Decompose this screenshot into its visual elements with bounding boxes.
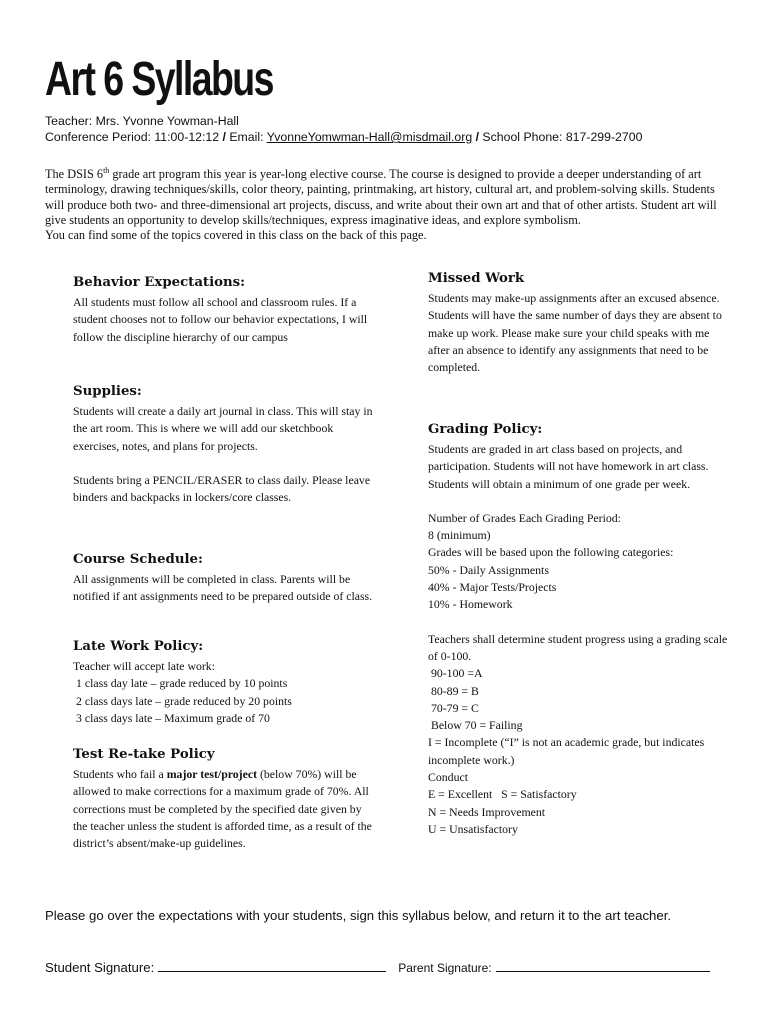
section-text: All assignments will be completed in class. Parents will be notified if ant assignments need to be prepared outside of class. xyxy=(73,572,373,604)
late-work-section xyxy=(73,638,373,727)
section-text: All students must follow all school and classroom rules. If a student chooses not to follow our behavior expectations, I will follow the discipline hierarchy of our campus xyxy=(73,295,368,344)
section-text: Students who fail a major test/project (below 70%) will be allowed to make corrections for a maximum grade of 70%. All corrections must be completed by the specified date given by the teacher unless the student is afforded time, as a result of the district’s absent/make-up guidelines. xyxy=(73,767,372,851)
section-text: Teacher will accept late work: xyxy=(73,659,215,673)
behavior-section xyxy=(73,274,373,346)
scale-item: 70-79 = C xyxy=(428,700,479,715)
separator: / xyxy=(472,130,483,144)
conference-period: Conference Period: 11:00-12:12 xyxy=(45,130,220,144)
email-link[interactable]: YvonneYomwman-Hall@misdmail.org xyxy=(266,130,473,144)
page-title: Art 6 Syllabus xyxy=(45,53,273,106)
section-text: Students bring a PENCIL/ERASER to class daily. Please leave binders and backpacks in lockers/core classes. xyxy=(73,472,371,505)
parent-signature-label: Parent Signature: xyxy=(398,961,492,975)
schedule-section xyxy=(73,551,373,606)
student-signature-label: Student Signature: xyxy=(45,960,155,975)
retake-section xyxy=(73,746,373,852)
conduct-label: Conduct xyxy=(428,770,468,785)
student-signature-line[interactable] xyxy=(158,959,386,972)
email-label: Email: xyxy=(229,130,267,144)
list-item: 3 class days late – Maximum grade of 70 xyxy=(76,710,270,725)
teacher-line: Teacher: Mrs. Yvonne Yowman-Hall xyxy=(45,114,239,128)
list-item: 2 class days late – grade reduced by 20 points xyxy=(76,693,292,708)
grading-section xyxy=(428,421,728,838)
grade-count-value: 8 (minimum) xyxy=(428,528,491,543)
intro-paragraph: The DSIS 6th grade art program this year is year-long elective course. The course is designed to provide a deeper understanding of art terminology, drawing techniques/skills, color theory, painting, printmaking, art history, cultural art, and problem-solving skills. Students will produce both two- and three-dimensional art projects, discuss, and write about their own art and that of other artists. Student art will give students an opportunity to develop skills/techniques, express imaginative ideas, and explore symbolism. You can find some of the topics covered in this class on the back of this page. xyxy=(45,166,717,242)
scale-item: 90-100 =A xyxy=(428,666,483,681)
grade-count-label: Number of Grades Each Grading Period: xyxy=(428,510,621,525)
categories-intro: Grades will be based upon the following categories: xyxy=(428,545,674,560)
supplies-section xyxy=(73,383,373,506)
category-item: 50% - Daily Assignments xyxy=(428,562,549,577)
contact-line xyxy=(45,129,642,145)
conduct-item: U = Unsatisfactory xyxy=(428,821,518,836)
category-item: 10% - Homework xyxy=(428,597,513,612)
category-item: 40% - Major Tests/Projects xyxy=(428,580,557,595)
section-heading: Supplies: xyxy=(73,384,142,399)
parent-signature-line[interactable] xyxy=(496,959,710,972)
signature-row xyxy=(45,959,735,975)
scale-item: I = Incomplete (“I” is not an academic grade, but indicates incomplete work.) xyxy=(428,735,705,767)
footer-instructions: Please go over the expectations with your students, sign this syllabus below, and return it to the art teacher. xyxy=(45,908,672,923)
section-heading: Grading Policy: xyxy=(428,422,543,437)
section-text: Students may make-up assignments after an excused absence. Students will have the same number of days they are absent to make up work. Please make sure your child speaks with me after an absence to identify any assignments that need to be completed. xyxy=(428,291,722,375)
conduct-item: E = Excellent S = Satisfactory xyxy=(428,787,577,802)
intro-last-line: You can find some of the topics covered in this class on the back of this page. xyxy=(45,227,427,242)
school-phone: School Phone: 817-299-2700 xyxy=(482,130,643,144)
section-heading: Behavior Expectations: xyxy=(73,275,246,290)
list-item: 1 class day late – grade reduced by 10 points xyxy=(76,676,288,691)
section-heading: Late Work Policy: xyxy=(73,639,204,654)
section-text: Students are graded in art class based on projects, and participation. Students will not have homework in art class. Students will obtain a minimum of one grade per week. xyxy=(428,442,709,491)
separator: / xyxy=(219,130,230,144)
section-heading: Missed Work xyxy=(428,271,525,286)
section-text: Students will create a daily art journal in class. This will stay in the art room. This is where we will add our sketchbook exercises, notes, and plans for projects. xyxy=(73,404,373,453)
scale-item: 80-89 = B xyxy=(428,683,479,698)
missed-work-section xyxy=(428,270,728,376)
scale-intro: Teachers shall determine student progress using a grading scale of 0-100. xyxy=(428,631,728,663)
section-heading: Test Re-take Policy xyxy=(73,747,215,762)
teacher-info xyxy=(45,113,642,145)
section-heading: Course Schedule: xyxy=(73,552,203,567)
scale-item: Below 70 = Failing xyxy=(428,718,523,733)
conduct-item: N = Needs Improvement xyxy=(428,804,546,819)
